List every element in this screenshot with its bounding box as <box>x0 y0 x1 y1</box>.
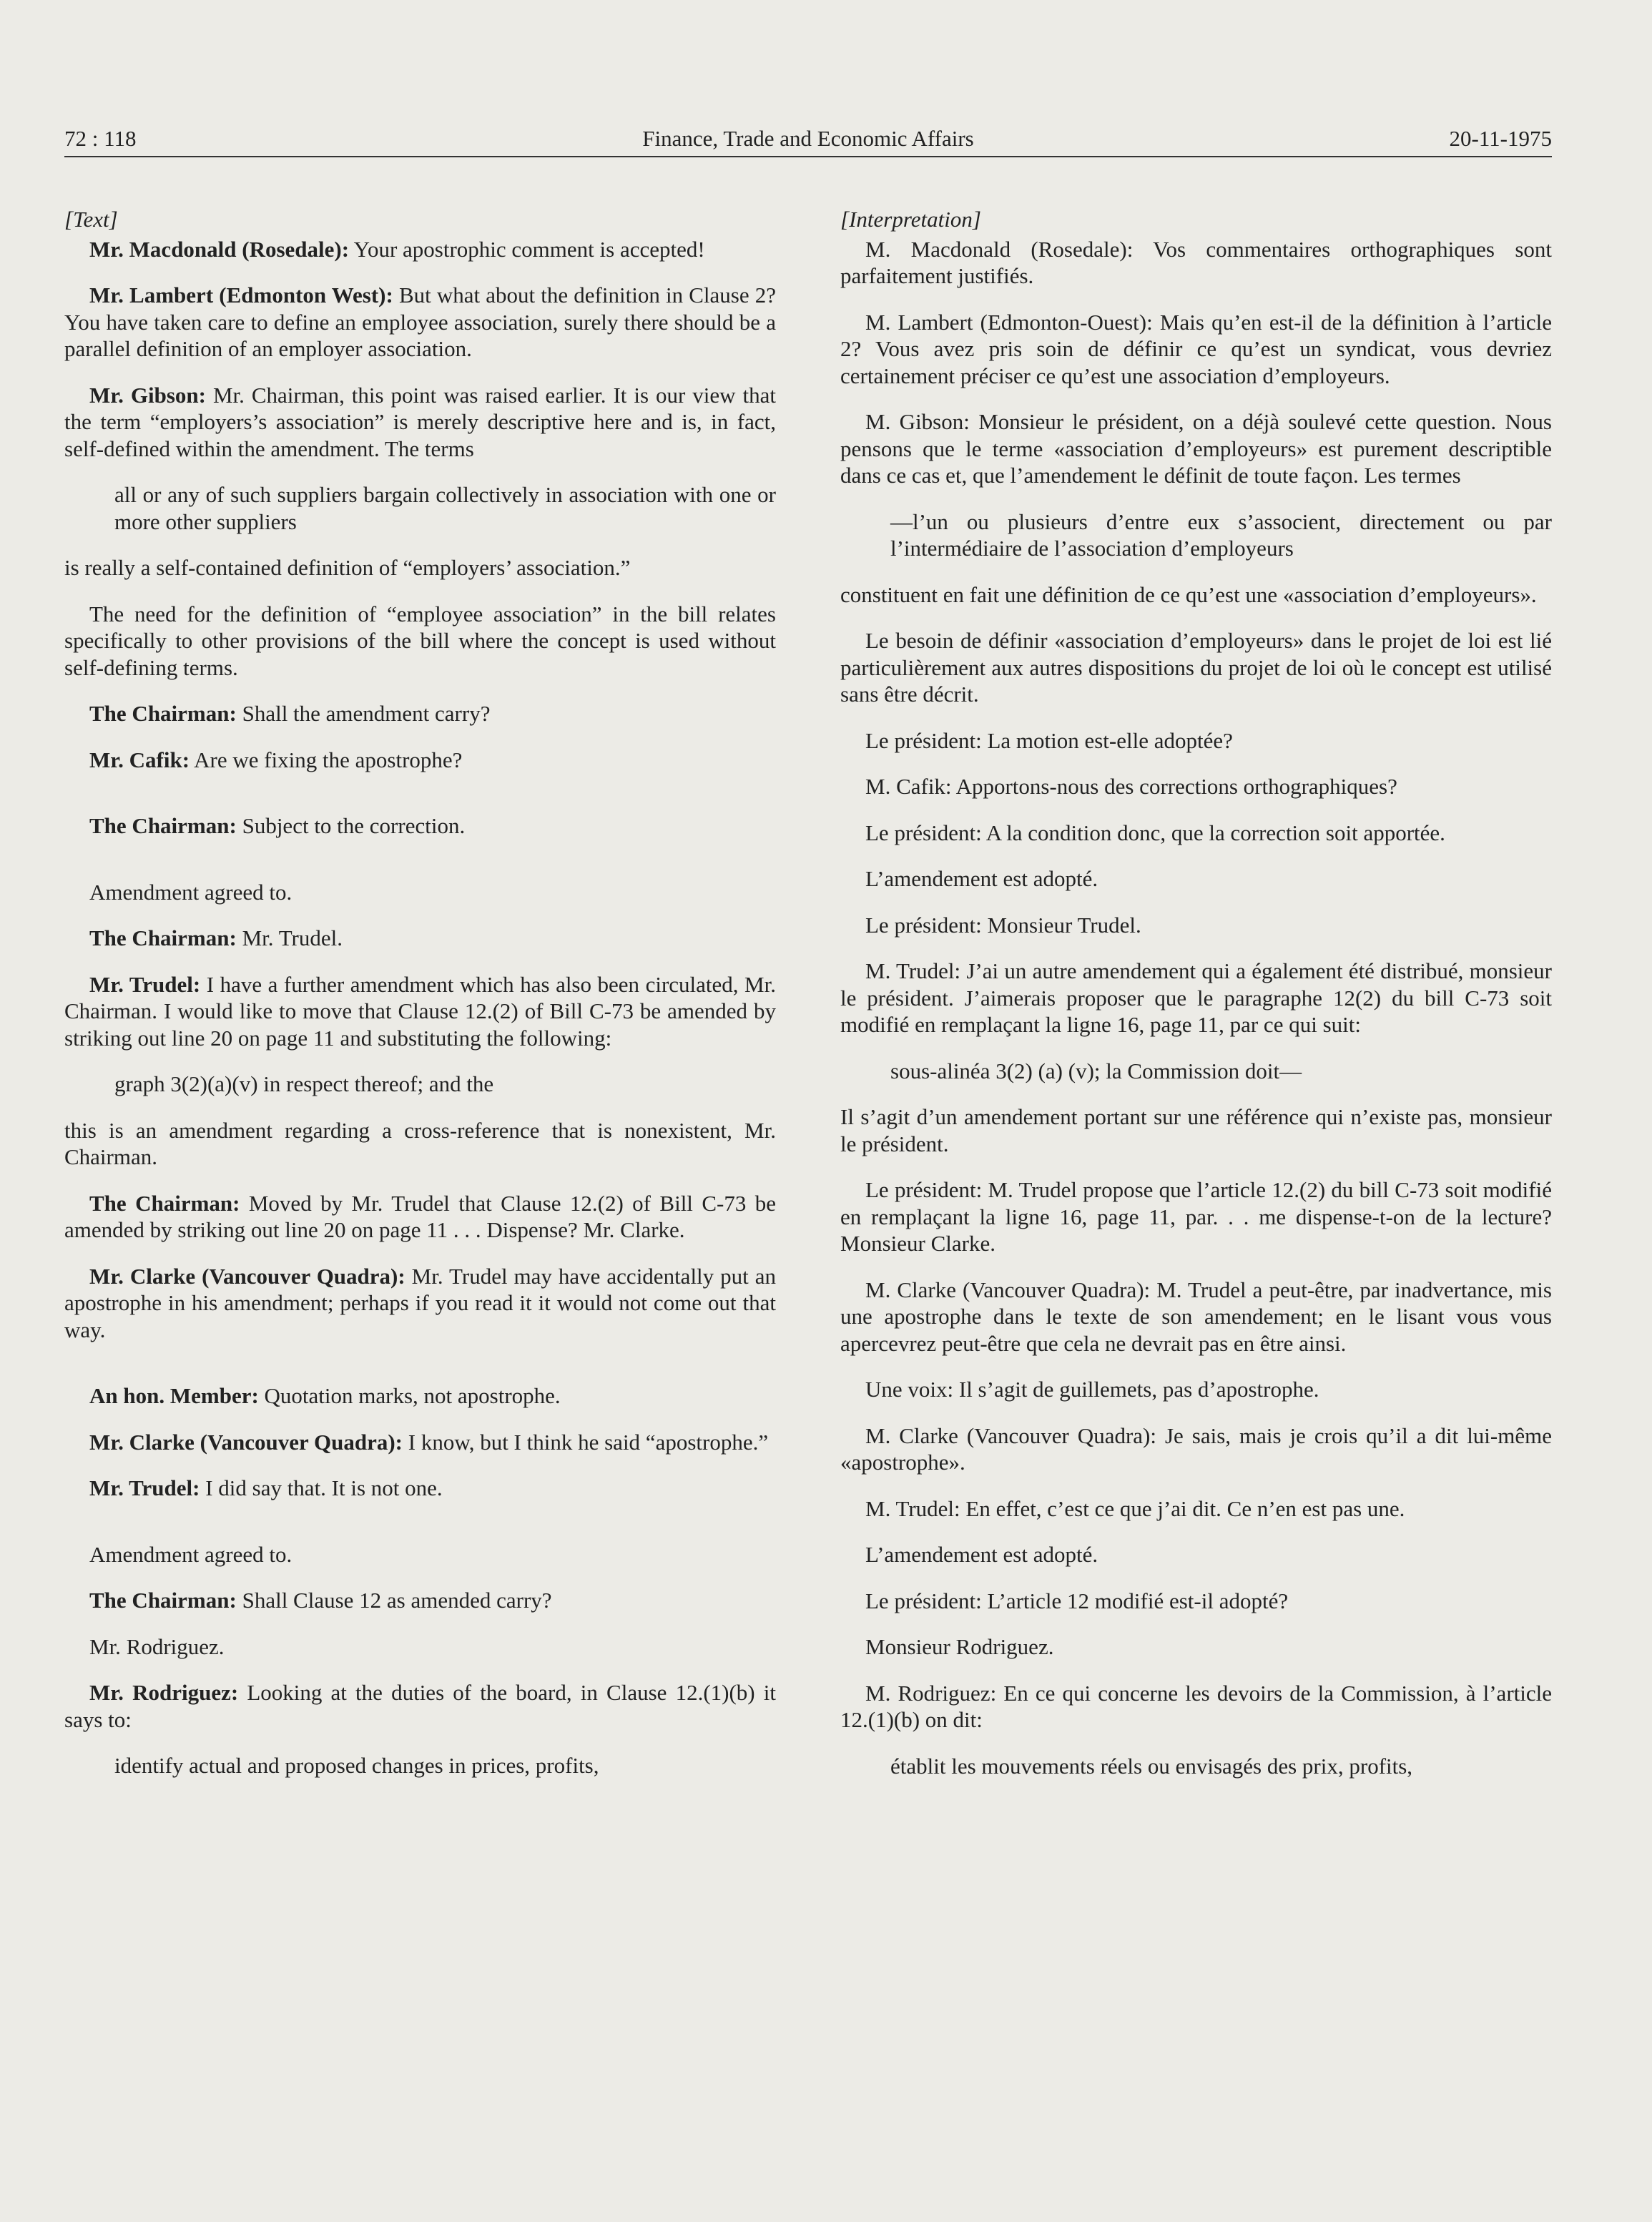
speech-text: Mr. Trudel. <box>236 925 343 950</box>
speaker-name: The Chairman: <box>89 813 237 838</box>
paragraph: Le besoin de définir «association d’employeurs» dans le projet de loi est lié particulièrement aux autres dispositions du projet de loi où le concept est utilisé sans être décrit. <box>840 628 1552 707</box>
paragraph <box>64 1475 776 1502</box>
speaker-name: Mr. Cafik: <box>89 747 190 772</box>
column-label: [Text] <box>64 207 118 232</box>
paragraph <box>64 812 776 840</box>
paragraph <box>64 925 776 952</box>
paragraph: is really a self-contained definition of “employers’ association.” <box>64 555 631 580</box>
speaker-name: Mr. Trudel: <box>89 1475 200 1500</box>
speaker-name: Mr. Gibson: <box>89 382 206 408</box>
speaker-name: The Chairman: <box>89 925 237 950</box>
paragraph <box>64 1190 776 1244</box>
quoted-text: établit les mouvements réels ou envisagés des prix, profits, <box>890 1753 1413 1779</box>
paragraph: M. Trudel: En effet, c’est ce que j’ai dit. Ce n’en est pas une. <box>865 1495 1405 1521</box>
paragraph: The need for the definition of “employee association” in the bill relates specifically to other provisions of the bill where the concept is used without self-defining terms. <box>64 601 776 680</box>
english-column <box>64 206 776 1799</box>
paragraph <box>64 747 776 774</box>
speaker-name: The Chairman: <box>89 701 237 726</box>
speaker-name: The Chairman: <box>89 1588 237 1613</box>
speaker-name: The Chairman: <box>89 1190 240 1216</box>
paragraph <box>64 282 776 363</box>
paragraph <box>64 1587 776 1614</box>
paragraph: M. Clarke (Vancouver Quadra): Je sais, mais je crois qu’il a dit lui-même «apostrophe». <box>840 1422 1552 1475</box>
speech-text: Subject to the correction. <box>236 813 466 838</box>
quoted-text: —l’un ou plusieurs d’entre eux s’associent, directement ou par l’intermédiaire de l’association d’employeurs <box>890 508 1552 561</box>
paragraph <box>64 1679 776 1733</box>
paragraph: Le président: A la condition donc, que la correction soit apportée. <box>865 820 1445 845</box>
quoted-text: all or any of such suppliers bargain collectively in association with one or more other suppliers <box>114 482 776 534</box>
page-date: 20-11-1975 <box>1449 126 1552 151</box>
paragraph: constituent en fait une définition de ce qu’est une «association d’employeurs». <box>840 581 1537 607</box>
speaker-name: An hon. Member: <box>89 1383 259 1408</box>
speech-text: Your apostrophic comment is accepted! <box>349 236 705 262</box>
page-number: 72 : 118 <box>64 126 137 151</box>
paragraph: M. Clarke (Vancouver Quadra): M. Trudel a peut-être, par inadvertance, mis une apostrophe dans le texte de son amendement; en le lisant vous vous apercevrez peut-être que cela ne devrait pas en être ainsi. <box>840 1277 1552 1356</box>
speech-text: Moved by Mr. Trudel that Clause 12.(2) of Bill C-73 be amended by striking out line 20 on page 11 . . . Dispense? Mr. Clarke. <box>64 1190 776 1242</box>
paragraph: Mr. Rodriguez. <box>89 1633 225 1659</box>
speaker-name: Mr. Lambert (Edmonton West): <box>89 282 393 308</box>
french-column <box>840 206 1552 1799</box>
paragraph: Monsieur Rodriguez. <box>865 1634 1054 1659</box>
paragraph: Le président: La motion est-elle adoptée? <box>865 727 1233 753</box>
paragraph: M. Lambert (Edmonton-Ouest): Mais qu’en est-il de la définition à l’article 2? Vous avez pris soin de définir ce qu’est un syndicat, vous devriez certainement préciser ce qu’est une association d’employeurs. <box>840 309 1552 388</box>
speech-text: Shall the amendment carry? <box>236 701 491 726</box>
paragraph: Une voix: Il s’agit de guillemets, pas d’apostrophe. <box>865 1377 1319 1402</box>
speech-text: I have a further amendment which has also been circulated, Mr. Chairman. I would like to move that Clause 12.(2) of Bill C-73 be amended by striking out line 20 on page 11 and substituting the following: <box>64 971 776 1051</box>
paragraph <box>64 700 776 727</box>
speaker-name: Mr. Clarke (Vancouver Quadra): <box>89 1429 403 1455</box>
paragraph: Amendment agreed to. <box>89 1541 292 1567</box>
quoted-text: sous-alinéa 3(2) (a) (v); la Commission doit— <box>890 1058 1302 1083</box>
speaker-name: Mr. Trudel: <box>89 971 201 997</box>
speech-text: Are we fixing the apostrophe? <box>190 747 463 772</box>
paragraph: L’amendement est adopté. <box>865 1542 1098 1567</box>
speech-text: But what about the definition in Clause 2? You have taken care to define an employee association, surely there should be a parallel definition of an employer association. <box>64 282 776 361</box>
paragraph: L’amendement est adopté. <box>865 866 1098 891</box>
paragraph: this is an amendment regarding a cross-reference that is nonexistent, Mr. Chairman. <box>64 1117 776 1169</box>
speaker-name: Mr. Clarke (Vancouver Quadra): <box>89 1263 405 1289</box>
paragraph: Il s’agit d’un amendement portant sur une référence qui n’existe pas, monsieur le président. <box>840 1104 1552 1156</box>
speaker-name: Mr. Rodriguez: <box>89 1680 239 1705</box>
paragraph: Amendment agreed to. <box>89 879 292 905</box>
speech-text: Looking at the duties of the board, in Clause 12.(1)(b) it says to: <box>64 1680 776 1732</box>
speech-text: Shall Clause 12 as amended carry? <box>236 1588 552 1613</box>
column-label: [Interpretation] <box>840 207 981 232</box>
paragraph: M. Trudel: J’ai un autre amendement qui a également été distribué, monsieur le président. J’aimerais proposer que le paragraphe 12(2) du bill C-73 soit modifié en remplaçant la ligne 16, page 11, par ce qui suit: <box>840 958 1552 1037</box>
paragraph <box>64 236 776 263</box>
paragraph: Le président: M. Trudel propose que l’article 12.(2) du bill C-73 soit modifié en remplaçant la ligne 16, page 11, par. . . me dispense-t-on de la lecture? Monsieur Clarke. <box>840 1177 1552 1256</box>
quoted-text: identify actual and proposed changes in prices, profits, <box>114 1753 599 1778</box>
paragraph <box>64 382 776 463</box>
header-rule <box>64 156 1552 157</box>
paragraph <box>64 1429 776 1456</box>
paragraph: M. Rodriguez: En ce qui concerne les devoirs de la Commission, à l’article 12.(1)(b) on dit: <box>840 1680 1552 1732</box>
speech-text: Mr. Chairman, this point was raised earlier. It is our view that the term “employers’s association” is merely descriptive here and is, in fact, self-defined within the amendment. The terms <box>64 382 776 461</box>
paragraph: Le président: Monsieur Trudel. <box>865 912 1141 938</box>
paragraph: M. Gibson: Monsieur le président, on a déjà soulevé cette question. Nous pensons que le terme «association d’employeurs» est purement descriptible dans ce cas et, que l’amendement le définit de toute façon. Les termes <box>840 409 1552 488</box>
paragraph: M. Cafik: Apportons-nous des corrections orthographiques? <box>865 774 1397 799</box>
paragraph: Le président: L’article 12 modifié est-il adopté? <box>865 1588 1289 1613</box>
page-title: Finance, Trade and Economic Affairs <box>642 126 974 151</box>
speaker-name: Mr. Macdonald (Rosedale): <box>89 236 350 262</box>
paragraph: M. Macdonald (Rosedale): Vos commentaires orthographiques sont parfaitement justifiés. <box>840 236 1552 288</box>
paragraph <box>64 971 776 1052</box>
speech-text: Quotation marks, not apostrophe. <box>258 1383 561 1408</box>
quoted-text: graph 3(2)(a)(v) in respect thereof; and the <box>114 1071 494 1096</box>
speech-text: Mr. Trudel may have accidentally put an apostrophe in his amendment; perhaps if you read it it would not come out that way. <box>64 1263 777 1342</box>
speech-text: I know, but I think he said “apostrophe.” <box>403 1429 769 1455</box>
paragraph <box>64 1263 776 1344</box>
paragraph <box>64 1382 776 1410</box>
speech-text: I did say that. It is not one. <box>200 1475 443 1500</box>
